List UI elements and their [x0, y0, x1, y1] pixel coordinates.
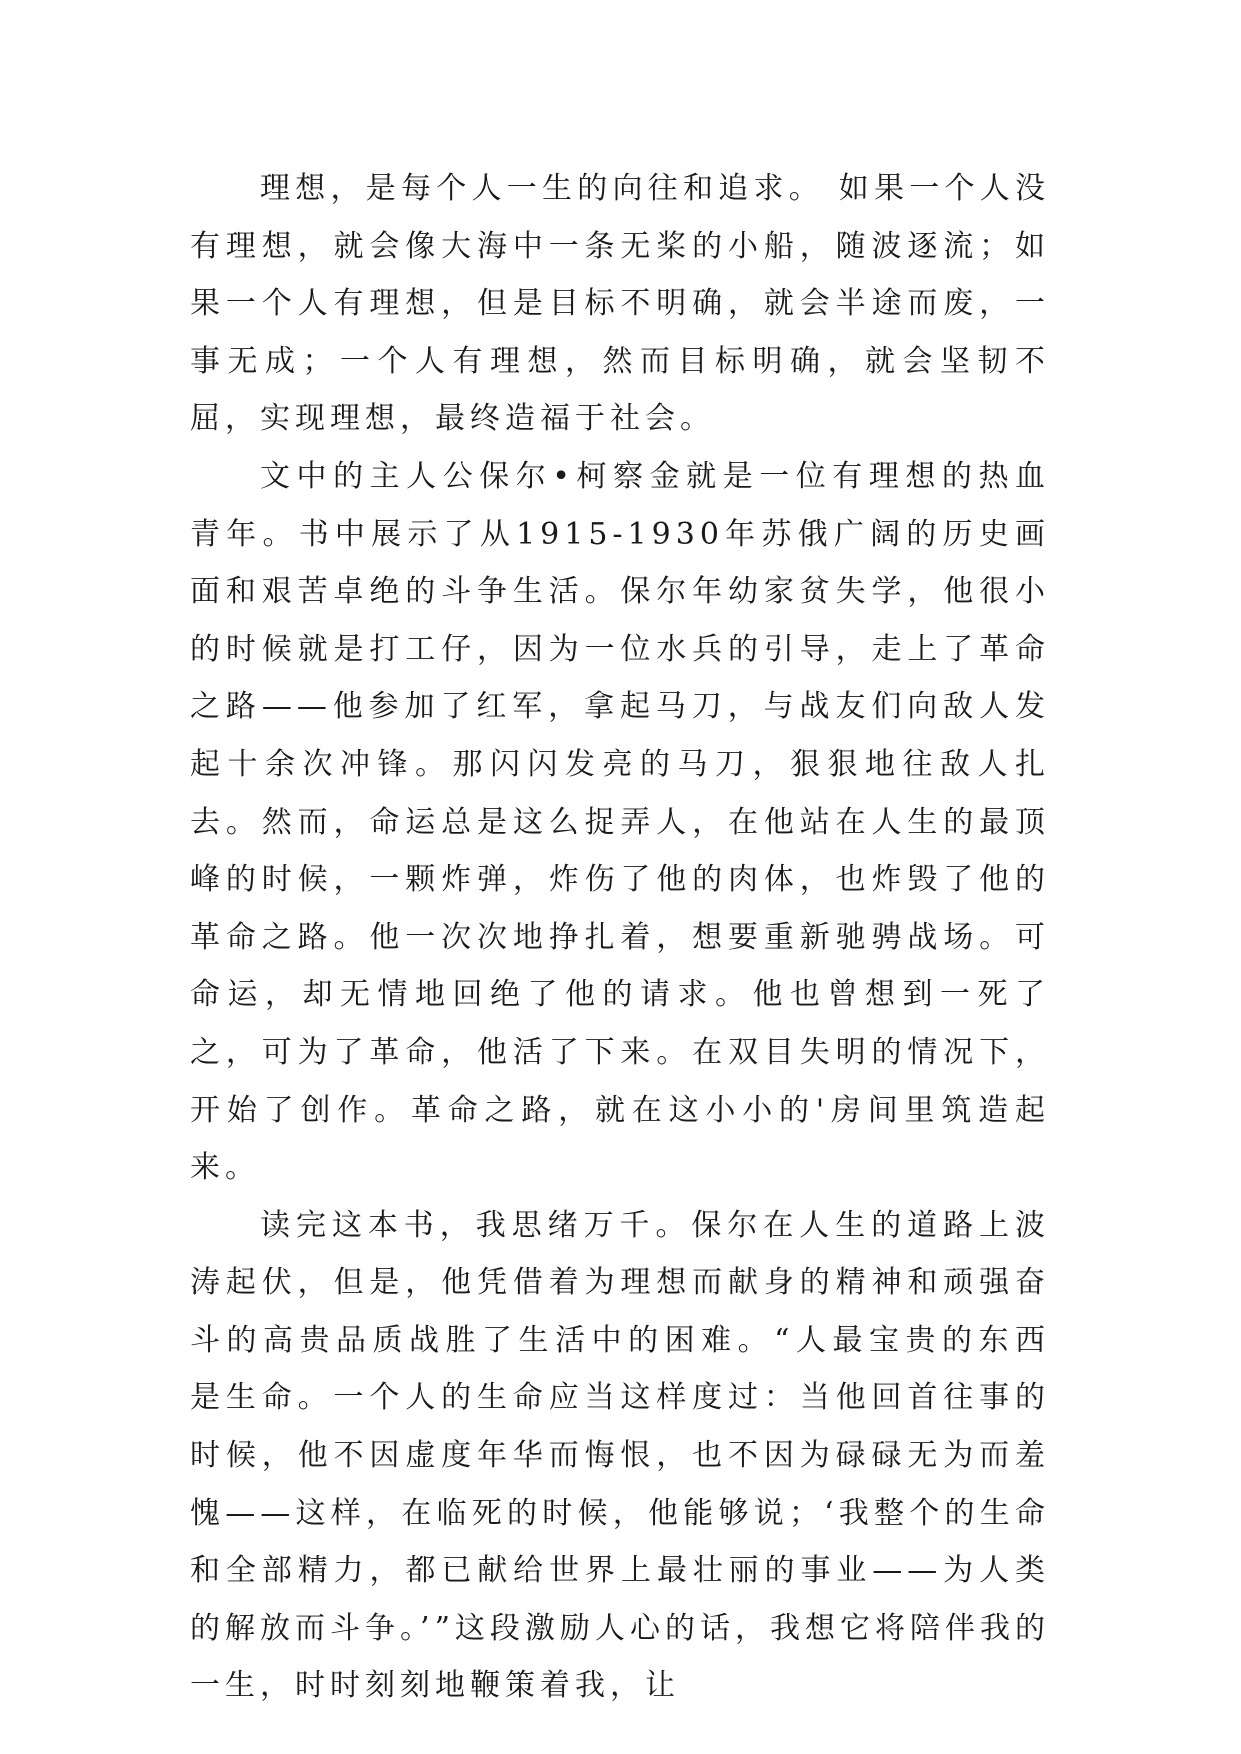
paragraph-2: 文中的主人公保尔•柯察金就是一位有理想的热血青年。书中展示了从1915-1930年苏俄广阔的历史画面和艰苦卓绝的斗争生活。保尔年幼家贫失学，他很小的时候就是打工仔，因为一位水兵的引导，走上了革命之路——他参加了红军，拿起马刀，与战友们向敌人发起十余次冲锋。那闪闪发亮的马刀，狠狠地往敌人扎去。然而，命运总是这么捉弄人，在他站在人生的最顶峰的时候，一颗炸弹，炸伤了他的肉体，也炸毁了他的革命之路。他一次次地挣扎着，想要重新驰骋战场。可命运，却无情地回绝了他的请求。他也曾想到一死了之，可为了革命，他活了下来。在双目失明的情况下，开始了创作。革命之路，就在这小小的'房间里筑造起来。 [190, 458, 1050, 1186]
document-body [190, 160, 1050, 1715]
paragraph-1: 理想，是每个人一生的向往和追求。 如果一个人没有理想，就会像大海中一条无桨的小船，随波逐流；如果一个人有理想，但是目标不明确，就会半途而废，一事无成；一个人有理想，然而目标明确，就会坚韧不屈，实现理想，最终造福于社会。 [190, 171, 1050, 437]
paragraph-3: 读完这本书，我思绪万千。保尔在人生的道路上波涛起伏，但是，他凭借着为理想而献身的精神和顽强奋斗的高贵品质战胜了生活中的困难。“人最宝贵的东西是生命。一个人的生命应当这样度过：当他回首往事的时候，他不因虚度年华而悔恨，也不因为碌碌无为而羞愧——这样，在临死的时候，他能够说；‘我整个的生命和全部精力，都已献给世界上最壮丽的事业——为人类的解放而斗争。’”这段激励人心的话，我想它将陪伴我的一生，时时刻刻地鞭策着我，让 [190, 1207, 1050, 1704]
